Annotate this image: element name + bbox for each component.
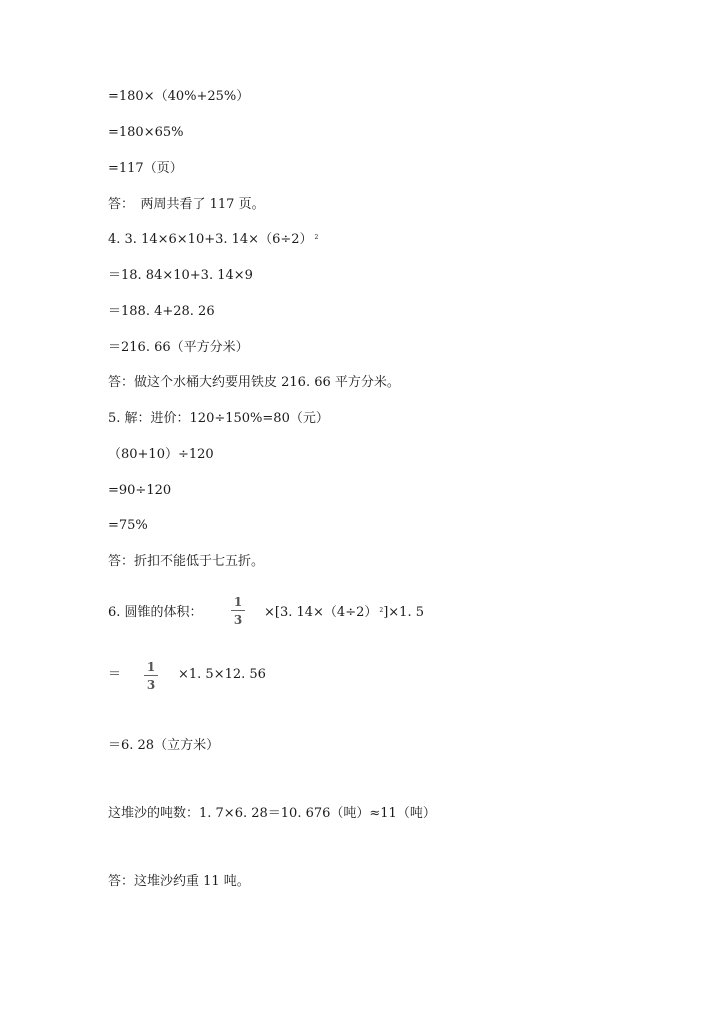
calc-line-1: =180×（40%+25%） [108,89,250,104]
calc-line-6a: ×1. 5×12. 56 [178,667,266,682]
problem-5-heading: 5. 解：进价：120÷150%=80（元） [108,411,329,426]
answer-line-3: 答： 两周共看了 117 页。 [108,197,265,212]
fraction-one-third [231,595,245,627]
fraction-numerator: 1 [146,660,156,674]
calc-line-6c: 这堆沙的吨数：1. 7×6. 28＝10. 676（吨）≈11（吨） [108,806,436,821]
fraction-denominator: 3 [146,678,156,692]
calc-line-3: =117（页） [108,161,183,176]
calc-line-2: =180×65% [108,125,184,140]
exponent: 2 [314,234,319,241]
expression-part-2: ]×1. 5 [383,605,424,620]
calc-line-5c: =75% [108,518,148,533]
fraction-numerator: 1 [233,595,243,609]
problem-6-heading: 6. 圆锥的体积： [108,605,203,620]
calc-line-4b: ＝188. 4+28. 26 [108,304,215,319]
calc-line-6a-prefix: ＝ [108,667,122,682]
problem-4-expression: 4. 3. 14×6×10+3. 14×（6÷2） [108,232,313,247]
fraction-denominator: 3 [233,613,243,627]
answer-line-6: 答：这堆沙约重 11 吨。 [108,874,250,889]
fraction-bar [144,675,158,676]
answer-line-5: 答：折扣不能低于七五折。 [108,554,265,569]
exponent: 2 [379,607,384,614]
problem-6-expression [264,605,424,621]
problem-4-heading [108,232,318,248]
fraction-bar [231,610,245,611]
calc-line-5a: （80+10）÷120 [108,447,214,462]
fraction-one-third [144,660,158,692]
calc-line-4a: ＝18. 84×10+3. 14×9 [108,268,253,283]
answer-line-4: 答：做这个水桶大约要用铁皮 216. 66 平方分米。 [108,375,400,390]
calc-line-6b: ＝6. 28（立方米） [108,738,220,753]
expression-part-1: ×[3. 14×（4÷2） [264,605,378,620]
calc-line-5b: =90÷120 [108,483,172,498]
calc-line-4c: ＝216. 66（平方分米） [108,340,249,355]
